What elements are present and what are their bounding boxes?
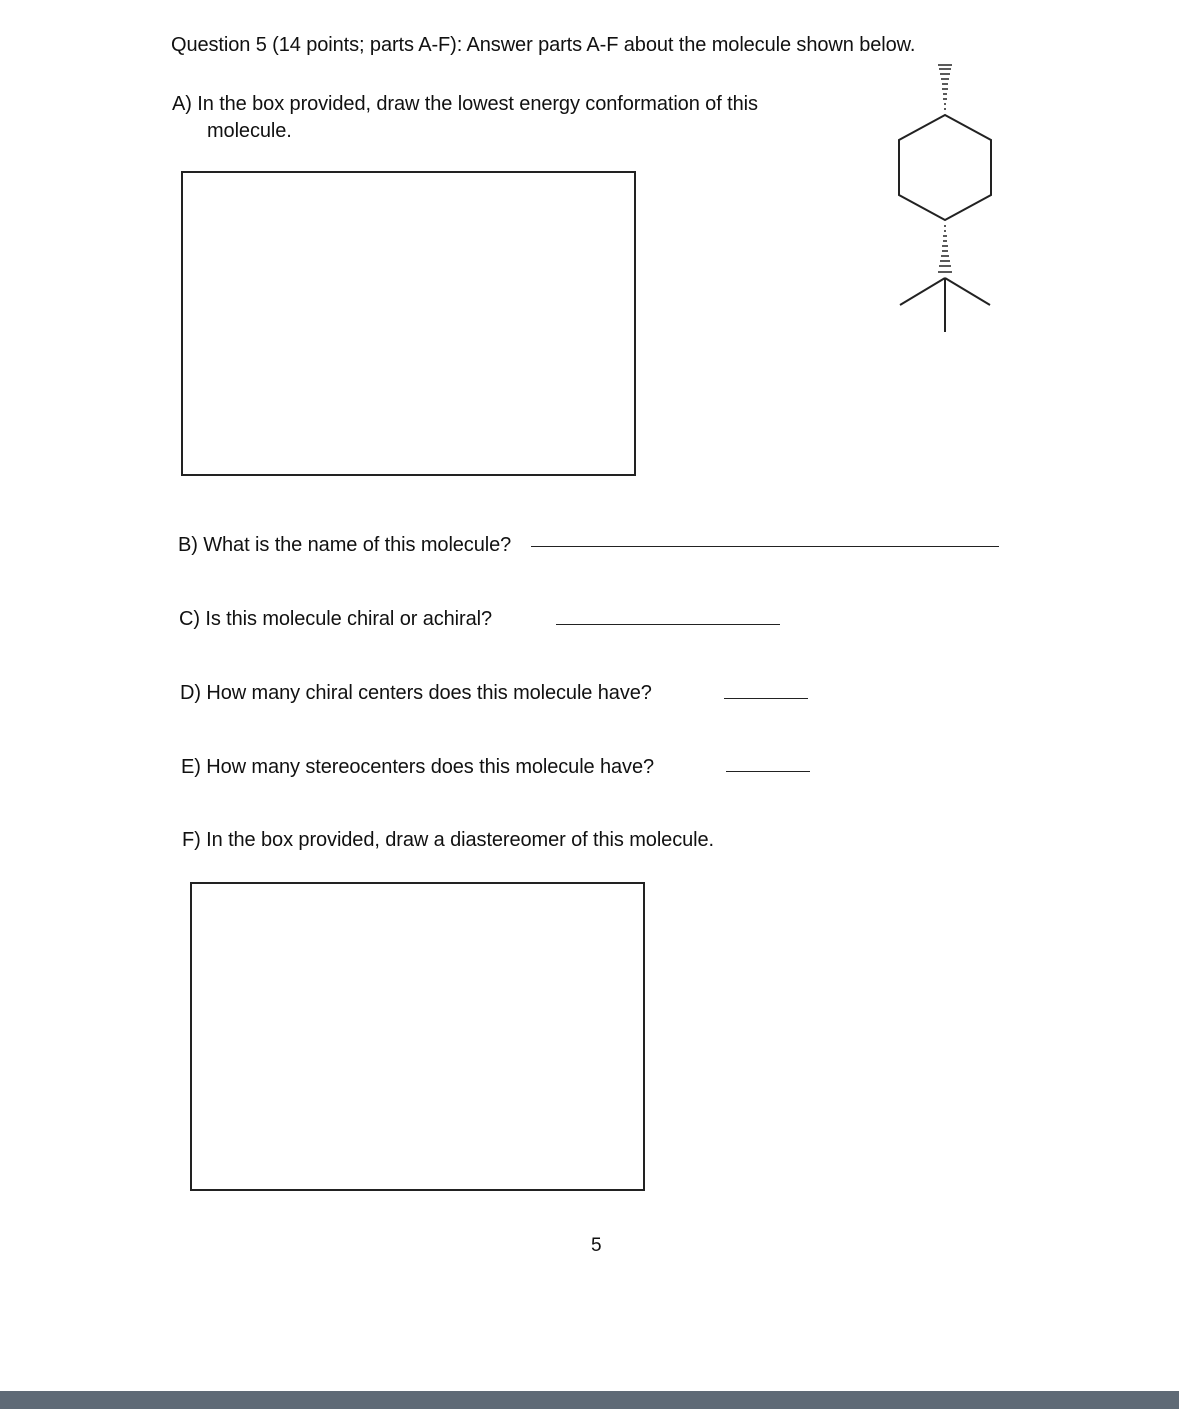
part-f-question: F) In the box provided, draw a diastereomer of this molecule. [182,829,714,851]
part-d-question: D) How many chiral centers does this molecule have? [180,682,652,704]
hashed-bond-top [938,65,952,109]
part-c-answer-line[interactable] [556,624,780,625]
question-title: Question 5 (14 points; parts A-F): Answer parts A-F about the molecule shown below. [171,34,916,56]
part-e-question: E) How many stereocenters does this molecule have? [181,756,655,778]
page-number: 5 [591,1235,602,1256]
part-c-question: C) Is this molecule chiral or achiral? [179,608,492,630]
molecule-structure-icon [880,50,1010,340]
part-a-line2: molecule. [207,120,292,142]
part-b-answer-line[interactable] [531,546,999,547]
part-d-answer-line[interactable] [724,698,808,699]
cyclohexane-ring [899,115,991,220]
tert-butyl-group [900,278,990,332]
hashed-bond-bottom [938,226,952,272]
part-b-question: B) What is the name of this molecule? [178,534,512,556]
part-e-answer-line[interactable] [726,771,810,772]
part-a-line1: A) In the box provided, draw the lowest energy conformation of this [172,93,758,115]
part-a-answer-box[interactable] [181,171,636,476]
footer-bar [0,1391,1179,1409]
part-f-answer-box[interactable] [190,882,645,1191]
